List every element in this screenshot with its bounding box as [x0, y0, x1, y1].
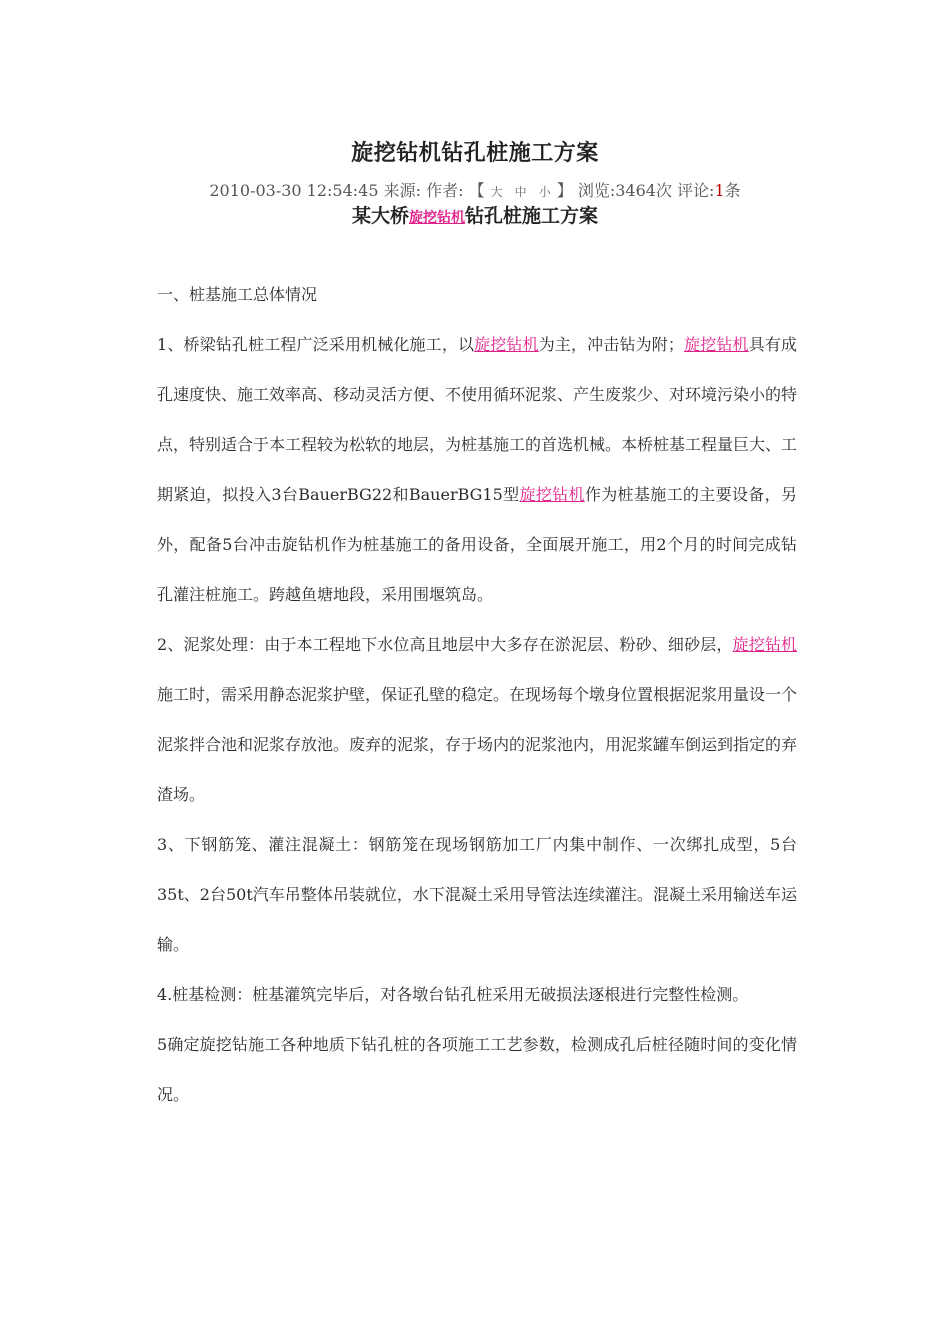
keyword-link[interactable]: 旋挖钻机 [683, 335, 749, 354]
font-size-small-button[interactable]: 小 [538, 185, 551, 199]
paragraph-5: 5确定旋挖钻施工各种地质下钻孔桩的各项施工工艺参数，检测成孔后桩径随时间的变化情况。 [157, 1035, 797, 1104]
article-title: 旋挖钻机钻孔桩施工方案 [351, 140, 599, 166]
author-label: 作者: [426, 181, 464, 200]
comments-label: 评论: [677, 181, 715, 200]
publish-date: 2010-03-30 12:54:45 [209, 181, 379, 200]
paragraph-2 [157, 620, 797, 820]
bracket-close: 】 [556, 181, 573, 200]
section-heading: 一、桩基施工总体情况 [157, 285, 318, 304]
paragraph-text: 为主，冲击钻为附； [538, 335, 684, 354]
article-meta [0, 178, 950, 201]
comments-count[interactable]: 1 [714, 181, 725, 200]
keyword-link[interactable]: 旋挖钻机 [732, 635, 797, 654]
keyword-link[interactable]: 旋挖钻机 [409, 210, 465, 226]
paragraph-text: 具有成孔速度快、施工效率高、移动灵活方便、不使用循环泥浆、产生废浆少、对环境污染小的特点，特别适合于本工程较为松软的地层，为桩基施工的首选机械。本桥桩基工程量巨大、工期紧迫，拟投入3台BauerBG22和BauerBG15型 [157, 335, 798, 504]
source-label: 来源: [383, 181, 422, 200]
keyword-link[interactable]: 旋挖钻机 [474, 335, 539, 354]
views-unit: 次 [655, 181, 672, 200]
comments-unit: 条 [724, 181, 741, 200]
subtitle-prefix: 某大桥 [351, 205, 409, 227]
article-body [157, 270, 797, 1120]
subtitle-suffix: 钻孔桩施工方案 [465, 205, 599, 227]
paragraph-text: 1、桥梁钻孔桩工程广泛采用机械化施工，以 [157, 335, 475, 354]
paragraph-3: 3、下钢筋笼、灌注混凝土：钢筋笼在现场钢筋加工厂内集中制作、一次绑扎成型，5台35t、2台50t汽车吊整体吊装就位，水下混凝土采用导管法连续灌注。混凝土采用输送车运输。 [157, 835, 797, 954]
views-count: 3464 [615, 181, 656, 200]
paragraph-1 [157, 320, 797, 620]
font-size-medium-button[interactable]: 中 [514, 185, 527, 199]
views-label: 浏览: [577, 181, 616, 200]
bracket-open: 【 [468, 181, 485, 200]
paragraph-4: 4.桩基检测：桩基灌筑完毕后，对各墩台钻孔桩采用无破损法逐根进行完整性检测。 [157, 985, 749, 1004]
paragraph-text: 作为桩基施工的主要设备，另外，配备5台冲击旋钻机作为桩基施工的备用设备，全面展开施工，用2个月的时间完成钻孔灌注桩施工。跨越鱼塘地段，采用围堰筑岛。 [157, 485, 797, 604]
keyword-link[interactable]: 旋挖钻机 [519, 485, 585, 504]
paragraph-text: 施工时，需采用静态泥浆护壁，保证孔壁的稳定。在现场每个墩身位置根据泥浆用量设一个泥浆拌合池和泥浆存放池。废弃的泥浆，存于场内的泥浆池内，用泥浆罐车倒运到指定的弃渣场。 [157, 685, 798, 804]
article-subtitle [0, 201, 950, 228]
font-size-large-button[interactable]: 大 [490, 185, 503, 199]
paragraph-text: 2、泥浆处理：由于本工程地下水位高且地层中大多存在淤泥层、粉砂、细砂层， [157, 635, 733, 654]
